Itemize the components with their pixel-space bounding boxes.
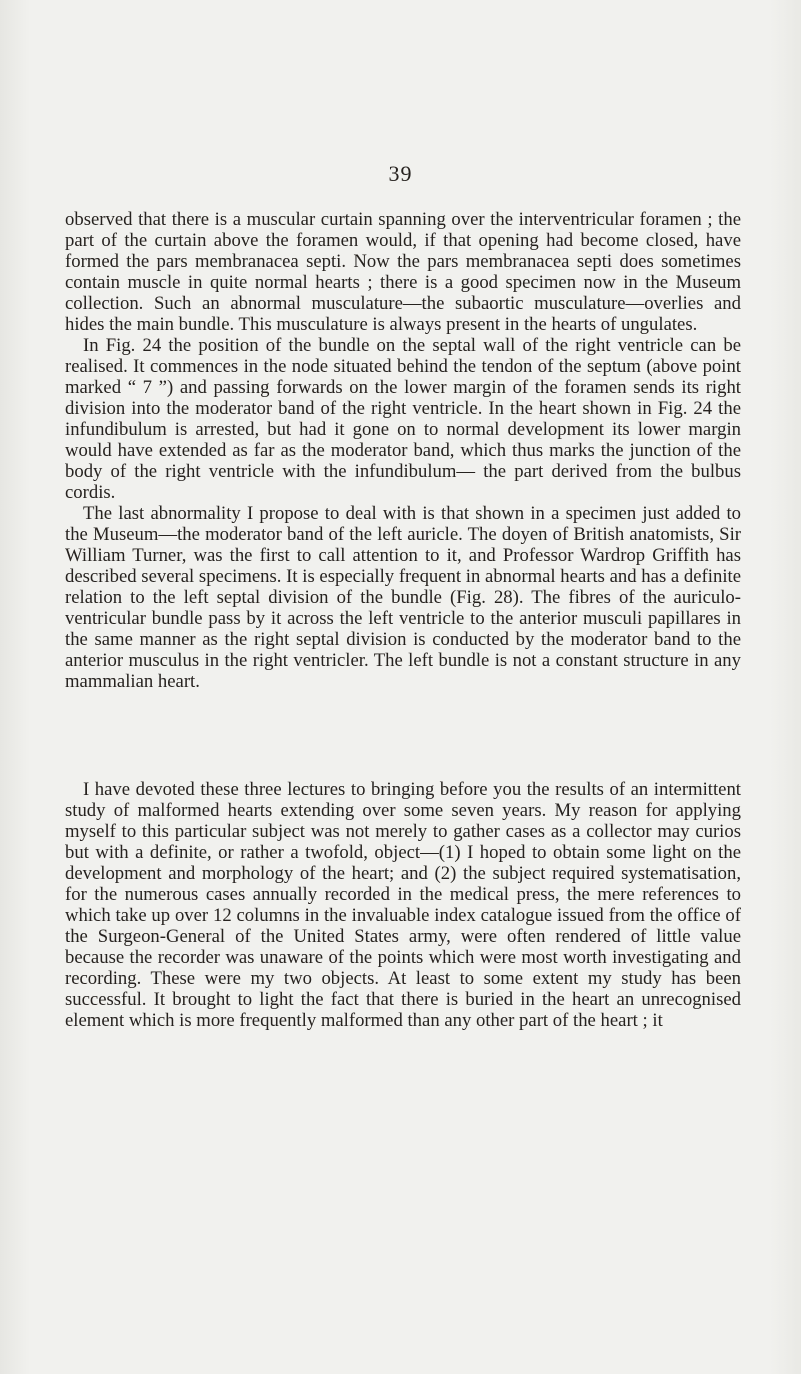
page-number: 39 (388, 161, 413, 186)
paragraph-continuation: observed that there is a muscular curtain spanning over the interventricular foramen ; the part of the curtain above the foramen would, if that opening had become closed, have formed the pars membranacea septi. Now the pars membranacea septi does sometimes contain muscle in quite normal hearts ; there is a good specimen now in the Museum collection. Such an abnormal musculature—the subaortic musculature—overlies and hides the main bundle. This musculature is always present in the hearts of ungulates. (65, 209, 741, 335)
paragraph-moderator-band: The last abnormality I propose to deal with is that shown in a specimen just added to the Museum—the moderator band of the left auricle. The doyen of British anatomists, Sir William Turner, was the first to call attention to it, and Professor Wardrop Griffith has described several specimens. It is especially frequent in abnormal hearts and has a definite relation to the left septal division of the bundle (Fig. 28). The fibres of the auriculo-ventricular bundle pass by it across the left ventricle to the anterior musculi papillares in the same manner as the right septal division is conducted by the moderator band to the anterior musculus in the right ventricler. The left bundle is not a constant structure in any mammalian heart. (65, 503, 741, 692)
paragraph-conclusion: I have devoted these three lectures to bringing before you the results of an intermittent study of malformed hearts extending over some seven years. My reason for applying myself to this particular subject was not merely to gather cases as a collector may curios but with a definite, or rather a twofold, object—(1) I hoped to obtain some light on the development and morphology of the heart; and (2) the subject required systematisation, for the numerous cases annually recorded in the medical press, the mere references to which take up over 12 columns in the invaluable index catalogue issued from the office of the Surgeon-General of the United States army, were often rendered of little value because the recorder was unaware of the points which were most worth investigating and recording. These were my two objects. At least to some extent my study has been successful. It brought to light the fact that there is buried in the heart an unrecognised element which is more frequently malformed than any other part of the heart ; it (65, 779, 741, 1031)
text-block-upper (65, 209, 741, 692)
text-block-lower (65, 779, 741, 1031)
paragraph-fig24: In Fig. 24 the position of the bundle on the septal wall of the right ventricle can be realised. It commences in the node situated behind the tendon of the septum (above point marked “ 7 ”) and passing forwards on the lower margin of the foramen sends its right division into the moderator band of the right ventricle. In the heart shown in Fig. 24 the infundibulum is arrested, but had it gone on to normal development its lower margin would have extended as far as the moderator band, which thus marks the junction of the body of the right ventricle with the infundibulum— the part derived from the bulbus cordis. (65, 335, 741, 503)
